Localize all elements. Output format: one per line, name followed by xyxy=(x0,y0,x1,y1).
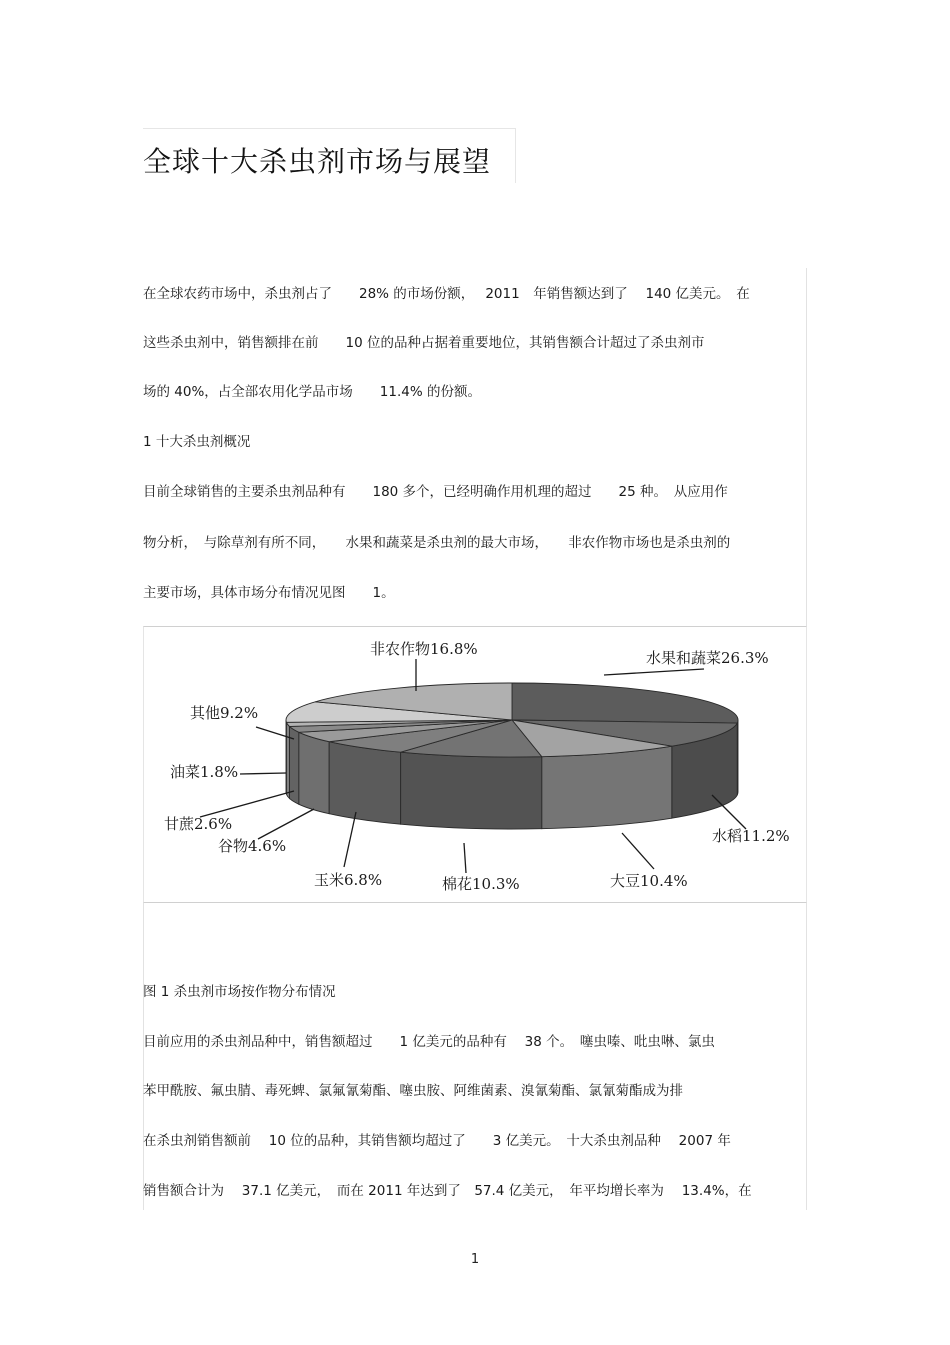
paragraph3-line-1: 目前应用的杀虫剂品种中，销售额超过 1 亿美元的品种有 38 个。 噻虫嗪、吡虫啉、氯虫 xyxy=(143,1034,715,1050)
paragraph2-line-1: 目前全球销售的主要杀虫剂品种有 180 多个，已经明确作用机理的超过 25 种。 从应用作 xyxy=(143,484,728,500)
pie-side-5 xyxy=(299,732,329,813)
paragraph1-line-3: 场的 40%，占全部农用化学品市场 11.4% 的份额。 xyxy=(143,384,481,400)
page-number: 1 xyxy=(470,1252,480,1267)
pie-label-6: 甘蔗2.6% xyxy=(164,815,233,833)
paragraph2-line-3: 主要市场，具体市场分布情况见图 1。 xyxy=(143,585,395,601)
pie-slice-0 xyxy=(512,683,738,723)
pie-label-8: 其他9.2% xyxy=(190,704,259,722)
paragraph3-line-3: 在杀虫剂销售额前 10 位的品种，其销售额均超过了 3 亿美元。 十大杀虫剂品种 2007 年 xyxy=(143,1133,731,1149)
pie-label-4: 玉米6.8% xyxy=(314,871,383,889)
pie-side-4 xyxy=(329,742,400,824)
pie-label-0: 水果和蔬菜26.3% xyxy=(646,649,769,667)
pie-leader-7 xyxy=(240,773,286,774)
paragraph2-line-2: 物分析， 与除草剂有所不同， 水果和蔬菜是杀虫剂的最大市场， 非农作物市场也是杀虫剂的 xyxy=(143,535,731,551)
section-heading: 1 十大杀虫剂概况 xyxy=(143,434,251,450)
pie-chart-figure xyxy=(143,626,807,903)
document-title: 全球十大杀虫剂市场与展望 xyxy=(143,145,492,178)
pie-label-3: 棉花10.3% xyxy=(442,875,520,893)
pie-side-2 xyxy=(542,746,672,829)
pie-leader-6 xyxy=(200,791,294,817)
pie-label-2: 大豆10.4% xyxy=(610,872,688,890)
pie-leader-2 xyxy=(622,833,654,869)
pie-label-1: 水稻11.2% xyxy=(712,827,790,845)
paragraph3-line-4: 销售额合计为 37.1 亿美元， 而在 2011 年达到了 57.4 亿美元， 年平均增长率为 13.4%，在 xyxy=(143,1183,752,1199)
pie-leader-3 xyxy=(464,843,466,873)
paragraph1-line-1: 在全球农药市场中，杀虫剂占了 28% 的市场份额， 2011 年销售额达到了 140 亿美元。 在 xyxy=(143,286,750,302)
frame-line-right-2 xyxy=(806,903,807,1210)
pie-leader-5 xyxy=(258,809,314,839)
paragraph1-line-2: 这些杀虫剂中，销售额排在前 10 位的品种占据着重要地位，其销售额合计超过了杀虫剂市 xyxy=(143,335,705,351)
pie-label-5: 谷物4.6% xyxy=(218,837,287,855)
pie-chart-svg xyxy=(144,627,806,902)
figure-caption: 图 1 杀虫剂市场按作物分布情况 xyxy=(143,984,336,1000)
pie-leader-0 xyxy=(604,669,704,675)
pie-leader-4 xyxy=(344,812,356,867)
pie-side-7 xyxy=(286,722,289,798)
pie-label-7: 油菜1.8% xyxy=(170,763,239,781)
paragraph3-line-2: 苯甲酰胺、氟虫腈、毒死蜱、氯氟氰菊酯、噻虫胺、阿维菌素、溴氰菊酯、氯氰菊酯成为排 xyxy=(143,1083,683,1099)
pie-label-9: 非农作物16.8% xyxy=(370,640,478,658)
pie-side-3 xyxy=(401,752,542,829)
frame-line-left-2 xyxy=(143,903,144,1210)
